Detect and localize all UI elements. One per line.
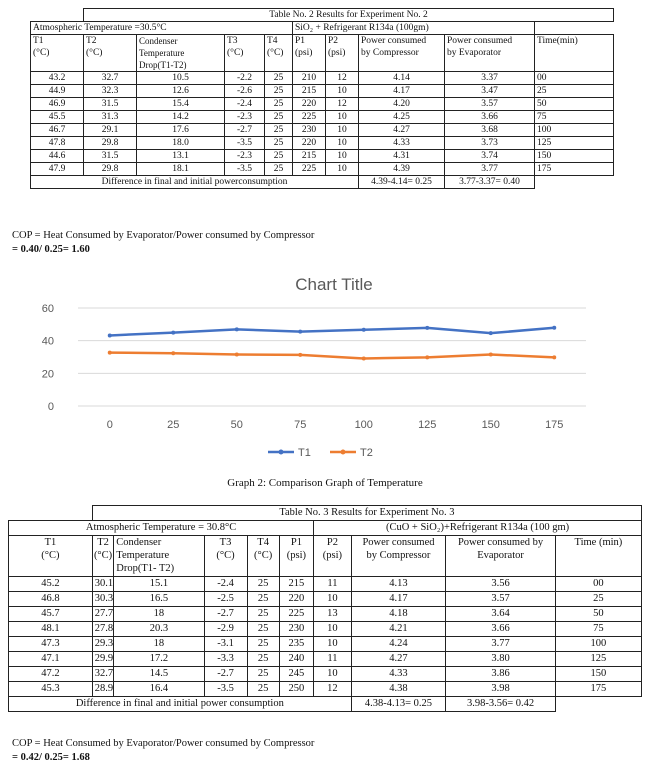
table-cell: 31.5 bbox=[84, 150, 137, 163]
table-cell: -2.5 bbox=[204, 592, 247, 607]
data-point-t2 bbox=[362, 356, 366, 360]
table-cell: -2.7 bbox=[204, 667, 247, 682]
table-cell: 4.17 bbox=[359, 85, 445, 98]
table-cell: 43.2 bbox=[31, 72, 84, 85]
table-row bbox=[31, 72, 614, 85]
header-t4: T4 (°C) bbox=[265, 35, 293, 72]
table-row bbox=[9, 637, 642, 652]
table-cell: 245 bbox=[279, 667, 313, 682]
table-cell: 50 bbox=[555, 607, 641, 622]
table-cell: 46.8 bbox=[9, 592, 93, 607]
data-point-t2 bbox=[171, 351, 175, 355]
table-cell: 150 bbox=[535, 150, 614, 163]
table-row bbox=[9, 682, 642, 697]
table-cell: 47.8 bbox=[31, 137, 84, 150]
table-cell: -3.1 bbox=[204, 637, 247, 652]
x-tick-label: 100 bbox=[354, 419, 373, 431]
table-cell: 25 bbox=[265, 98, 293, 111]
table-cell: 3.80 bbox=[446, 652, 556, 667]
data-point-t2 bbox=[552, 355, 556, 359]
table-cell: -2.7 bbox=[204, 607, 247, 622]
table-cell: 25 bbox=[265, 111, 293, 124]
header-p1: P1 (psi) bbox=[279, 536, 313, 577]
table-cell: 75 bbox=[535, 111, 614, 124]
table-cell: 17.6 bbox=[137, 124, 225, 137]
table-cell: 15.1 bbox=[114, 577, 204, 592]
table-cell: 10 bbox=[314, 667, 352, 682]
header-power-compressor: Power consumed by Compressor bbox=[359, 35, 445, 72]
chart-svg bbox=[42, 262, 606, 462]
table-cell: 11 bbox=[314, 652, 352, 667]
table-cell: 4.24 bbox=[351, 637, 446, 652]
table3-diff-evaporator: 3.98-3.56= 0.42 bbox=[446, 697, 556, 712]
temperature-line-chart bbox=[42, 262, 606, 462]
table-cell: 4.39 bbox=[359, 163, 445, 176]
table-cell: 25 bbox=[247, 592, 279, 607]
table-cell: 215 bbox=[293, 85, 326, 98]
results-table-experiment-2 bbox=[30, 8, 614, 189]
table-cell: 235 bbox=[279, 637, 313, 652]
series-line-t2 bbox=[110, 353, 555, 359]
table-cell: -2.3 bbox=[225, 111, 265, 124]
data-point-t1 bbox=[362, 328, 366, 332]
table-cell: -2.6 bbox=[225, 85, 265, 98]
table-cell: 25 bbox=[265, 124, 293, 137]
table-cell: 20.3 bbox=[114, 622, 204, 637]
table-cell: 18 bbox=[114, 637, 204, 652]
table-cell: -3.3 bbox=[204, 652, 247, 667]
legend-label-t1: T1 bbox=[298, 447, 311, 459]
table-cell: 3.56 bbox=[446, 577, 556, 592]
table-cell: 15.4 bbox=[137, 98, 225, 111]
table-cell: 10 bbox=[314, 622, 352, 637]
legend-label-t2: T2 bbox=[360, 447, 373, 459]
table-cell: 215 bbox=[293, 150, 326, 163]
table-cell: 100 bbox=[555, 637, 641, 652]
x-tick-label: 75 bbox=[294, 419, 307, 431]
table-cell: 10 bbox=[326, 163, 359, 176]
table-cell: 00 bbox=[555, 577, 641, 592]
y-tick-label: 60 bbox=[42, 303, 54, 315]
table-cell: 4.25 bbox=[359, 111, 445, 124]
table-cell: -2.4 bbox=[225, 98, 265, 111]
table-cell: 3.77 bbox=[445, 163, 535, 176]
table2-atmospheric-temp: Atmospheric Temperature =30.5°C bbox=[31, 22, 293, 35]
table-cell: 240 bbox=[279, 652, 313, 667]
table-cell: 47.1 bbox=[9, 652, 93, 667]
header-power-compressor: Power consumed by Compressor bbox=[351, 536, 446, 577]
table-cell: 48.1 bbox=[9, 622, 93, 637]
table-cell: -2.2 bbox=[225, 72, 265, 85]
table-cell: 25 bbox=[247, 667, 279, 682]
data-point-t1 bbox=[235, 327, 239, 331]
table-cell: 30.1 bbox=[92, 577, 113, 592]
table-cell: 225 bbox=[279, 607, 313, 622]
table-cell: 25 bbox=[265, 150, 293, 163]
table-cell: 00 bbox=[535, 72, 614, 85]
table-cell: 4.27 bbox=[351, 652, 446, 667]
y-tick-label: 20 bbox=[42, 368, 54, 381]
header-t4: T4 (°C) bbox=[247, 536, 279, 577]
table-cell: 12 bbox=[326, 72, 359, 85]
table-cell: 30.3 bbox=[92, 592, 113, 607]
table-cell: 50 bbox=[535, 98, 614, 111]
table-cell: 3.98 bbox=[446, 682, 556, 697]
data-point-t2 bbox=[489, 353, 493, 357]
table-cell: 10 bbox=[326, 124, 359, 137]
table3-diff-compressor: 4.38-4.13= 0.25 bbox=[351, 697, 446, 712]
table-cell: 47.9 bbox=[31, 163, 84, 176]
table-cell: 230 bbox=[293, 124, 326, 137]
header-t1: T1 (°C) bbox=[9, 536, 93, 577]
table-cell: 25 bbox=[265, 137, 293, 150]
table-cell: 4.17 bbox=[351, 592, 446, 607]
table-cell: 3.66 bbox=[446, 622, 556, 637]
table-cell: 12 bbox=[326, 98, 359, 111]
table-cell: 28.9 bbox=[92, 682, 113, 697]
table-cell: 250 bbox=[279, 682, 313, 697]
table-cell: 4.14 bbox=[359, 72, 445, 85]
header-p1: P1 (psi) bbox=[293, 35, 326, 72]
table-row bbox=[31, 111, 614, 124]
table-cell: 17.2 bbox=[114, 652, 204, 667]
table-cell: 230 bbox=[279, 622, 313, 637]
table-cell: 4.38 bbox=[351, 682, 446, 697]
x-tick-label: 175 bbox=[545, 419, 564, 431]
x-tick-label: 50 bbox=[230, 419, 243, 431]
table-row bbox=[9, 652, 642, 667]
table2-diff-compressor: 4.39-4.14= 0.25 bbox=[359, 176, 445, 189]
table2-title: Table No. 2 Results for Experiment No. 2 bbox=[84, 9, 614, 22]
table-cell: 47.2 bbox=[9, 667, 93, 682]
table-cell: 25 bbox=[265, 72, 293, 85]
table-cell: 3.47 bbox=[445, 85, 535, 98]
table-cell: 29.8 bbox=[84, 163, 137, 176]
table-cell: 4.20 bbox=[359, 98, 445, 111]
table-cell: 225 bbox=[293, 163, 326, 176]
table-row bbox=[9, 667, 642, 682]
table-row bbox=[31, 163, 614, 176]
table-cell: 32.7 bbox=[84, 72, 137, 85]
table-cell: 46.7 bbox=[31, 124, 84, 137]
cop3-result: = 0.42/ 0.25= 1.68 bbox=[12, 752, 90, 763]
table-cell: 29.9 bbox=[92, 652, 113, 667]
table-cell: 3.57 bbox=[446, 592, 556, 607]
cop2-result: = 0.40/ 0.25= 1.60 bbox=[12, 244, 90, 255]
table-cell: 12.6 bbox=[137, 85, 225, 98]
table-cell: 3.74 bbox=[445, 150, 535, 163]
table-cell: -3.5 bbox=[204, 682, 247, 697]
table3-mixture: (CuO + SiO₂)+Refrigerant R134a (100 gm) bbox=[314, 521, 642, 536]
table-cell: 4.21 bbox=[351, 622, 446, 637]
table2-diff-evaporator: 3.77-3.37= 0.40 bbox=[445, 176, 535, 189]
table-cell: 4.13 bbox=[351, 577, 446, 592]
table2-difference-label: Difference in final and initial powerconsumption bbox=[31, 176, 359, 189]
table-cell: 4.33 bbox=[351, 667, 446, 682]
header-p2: P2 (psi) bbox=[314, 536, 352, 577]
table-cell: -2.4 bbox=[204, 577, 247, 592]
table-cell: 32.3 bbox=[84, 85, 137, 98]
header-time: Time(min) bbox=[535, 35, 614, 72]
table-cell: 31.3 bbox=[84, 111, 137, 124]
table-cell: 3.64 bbox=[446, 607, 556, 622]
table-cell: 3.66 bbox=[445, 111, 535, 124]
table3-atmospheric-temp: Atmospheric Temperature = 30.8°C bbox=[9, 521, 314, 536]
table-cell: 4.31 bbox=[359, 150, 445, 163]
table-cell: 11 bbox=[314, 577, 352, 592]
table3-title: Table No. 3 Results for Experiment No. 3 bbox=[92, 506, 641, 521]
table-row bbox=[31, 124, 614, 137]
x-tick-label: 150 bbox=[481, 419, 500, 431]
table-cell: -2.9 bbox=[204, 622, 247, 637]
table-cell: -3.5 bbox=[225, 137, 265, 150]
table-cell: 47.3 bbox=[9, 637, 93, 652]
table-cell: 14.2 bbox=[137, 111, 225, 124]
table-cell: 220 bbox=[279, 592, 313, 607]
table-cell: 32.7 bbox=[92, 667, 113, 682]
header-t3: T3 (°C) bbox=[204, 536, 247, 577]
table-cell: 45.2 bbox=[9, 577, 93, 592]
table-cell: 25 bbox=[247, 607, 279, 622]
header-condenser-drop: Condenser Temperature Drop(T1-T2) bbox=[137, 35, 225, 72]
table-row bbox=[9, 622, 642, 637]
header-t2: T2 (°C) bbox=[84, 35, 137, 72]
table-row bbox=[31, 150, 614, 163]
data-point-t1 bbox=[108, 333, 112, 337]
table-cell: 225 bbox=[293, 111, 326, 124]
table-cell: 46.9 bbox=[31, 98, 84, 111]
table-cell: 3.68 bbox=[445, 124, 535, 137]
table-cell: 25 bbox=[247, 577, 279, 592]
table-cell: 3.37 bbox=[445, 72, 535, 85]
table-cell: 25 bbox=[535, 85, 614, 98]
header-t3: T3 (°C) bbox=[225, 35, 265, 72]
header-power-evaporator: Power consumed by Evaporator bbox=[446, 536, 556, 577]
table-cell: 210 bbox=[293, 72, 326, 85]
series-line-t1 bbox=[110, 328, 555, 336]
table-cell: 45.5 bbox=[31, 111, 84, 124]
cop2-formula: COP = Heat Consumed by Evaporator/Power consumed by Compressor bbox=[12, 230, 315, 241]
table-cell: 25 bbox=[247, 622, 279, 637]
table-cell: 16.5 bbox=[114, 592, 204, 607]
table2-mixture: SiO₂ + Refrigerant R134a (100gm) bbox=[293, 22, 535, 35]
header-time: Time (min) bbox=[555, 536, 641, 577]
header-power-evaporator: Power consumed by Evaporator bbox=[445, 35, 535, 72]
table-cell: 3.77 bbox=[446, 637, 556, 652]
legend-marker-t2 bbox=[341, 450, 346, 455]
table-cell: 175 bbox=[555, 682, 641, 697]
table-cell: 100 bbox=[535, 124, 614, 137]
table-cell: -2.3 bbox=[225, 150, 265, 163]
table-cell: 25 bbox=[265, 85, 293, 98]
y-tick-label: 40 bbox=[42, 335, 54, 348]
table-cell: 25 bbox=[247, 652, 279, 667]
table-cell: 3.86 bbox=[446, 667, 556, 682]
table-cell: 29.1 bbox=[84, 124, 137, 137]
table-cell: 29.3 bbox=[92, 637, 113, 652]
table-cell: 44.6 bbox=[31, 150, 84, 163]
table-cell: 125 bbox=[555, 652, 641, 667]
y-tick-label: 0 bbox=[47, 401, 54, 413]
table-cell: 4.18 bbox=[351, 607, 446, 622]
table-cell: 125 bbox=[535, 137, 614, 150]
table-cell: 3.73 bbox=[445, 137, 535, 150]
header-t1: T1 (°C) bbox=[31, 35, 84, 72]
table-row bbox=[9, 577, 642, 592]
data-point-t2 bbox=[298, 353, 302, 357]
table-cell: 29.8 bbox=[84, 137, 137, 150]
header-condenser-drop: Condenser Temperature Drop(T1- T2) bbox=[114, 536, 204, 577]
table-cell: 25 bbox=[247, 637, 279, 652]
table-cell: 3.57 bbox=[445, 98, 535, 111]
x-tick-label: 125 bbox=[418, 419, 437, 431]
table-cell: 45.3 bbox=[9, 682, 93, 697]
table-cell: 75 bbox=[555, 622, 641, 637]
table-cell: 4.27 bbox=[359, 124, 445, 137]
table-cell: -2.7 bbox=[225, 124, 265, 137]
data-point-t1 bbox=[298, 330, 302, 334]
table-cell: 10 bbox=[314, 637, 352, 652]
table-cell: 25 bbox=[265, 163, 293, 176]
table-cell: 25 bbox=[247, 682, 279, 697]
table-cell: 31.5 bbox=[84, 98, 137, 111]
table-cell: 12 bbox=[314, 682, 352, 697]
table-cell: 175 bbox=[535, 163, 614, 176]
data-point-t1 bbox=[489, 331, 493, 335]
x-tick-label: 25 bbox=[167, 419, 180, 431]
table3-difference-label: Difference in final and initial power consumption bbox=[9, 697, 352, 712]
table-cell: 27.7 bbox=[92, 607, 113, 622]
table-cell: 14.5 bbox=[114, 667, 204, 682]
data-point-t2 bbox=[235, 353, 239, 357]
table-cell: 10 bbox=[326, 150, 359, 163]
table-cell: 10 bbox=[326, 85, 359, 98]
table-cell: 18.1 bbox=[137, 163, 225, 176]
table-row bbox=[31, 98, 614, 111]
table-cell: 10.5 bbox=[137, 72, 225, 85]
table-row bbox=[9, 592, 642, 607]
header-p2: P2 (psi) bbox=[326, 35, 359, 72]
table-cell: 45.7 bbox=[9, 607, 93, 622]
table-cell: 10 bbox=[326, 111, 359, 124]
header-t2: T2 (°C) bbox=[92, 536, 113, 577]
x-tick-label: 0 bbox=[106, 419, 113, 431]
table-cell: 4.33 bbox=[359, 137, 445, 150]
legend-marker-t1 bbox=[279, 450, 284, 455]
data-point-t1 bbox=[425, 326, 429, 330]
table-cell: -3.5 bbox=[225, 163, 265, 176]
table-cell: 18 bbox=[114, 607, 204, 622]
data-point-t1 bbox=[552, 326, 556, 330]
chart-title: Chart Title bbox=[295, 275, 373, 294]
table-cell: 10 bbox=[326, 137, 359, 150]
table-cell: 18.0 bbox=[137, 137, 225, 150]
table-cell: 220 bbox=[293, 98, 326, 111]
table-cell: 13.1 bbox=[137, 150, 225, 163]
results-table-experiment-3 bbox=[8, 505, 642, 712]
table-cell: 13 bbox=[314, 607, 352, 622]
table-cell: 16.4 bbox=[114, 682, 204, 697]
table-cell: 44.9 bbox=[31, 85, 84, 98]
table-row bbox=[31, 85, 614, 98]
table-row bbox=[9, 607, 642, 622]
cop3-formula: COP = Heat Consumed by Evaporator/Power consumed by Compressor bbox=[12, 738, 315, 749]
table-cell: 25 bbox=[555, 592, 641, 607]
data-point-t2 bbox=[108, 351, 112, 355]
graph-caption: Graph 2: Comparison Graph of Temperature bbox=[227, 477, 423, 489]
table-row bbox=[31, 137, 614, 150]
table-cell: 27.8 bbox=[92, 622, 113, 637]
table-cell: 10 bbox=[314, 592, 352, 607]
data-point-t1 bbox=[171, 331, 175, 335]
table-cell: 215 bbox=[279, 577, 313, 592]
table-cell: 220 bbox=[293, 137, 326, 150]
data-point-t2 bbox=[425, 355, 429, 359]
table-cell: 150 bbox=[555, 667, 641, 682]
